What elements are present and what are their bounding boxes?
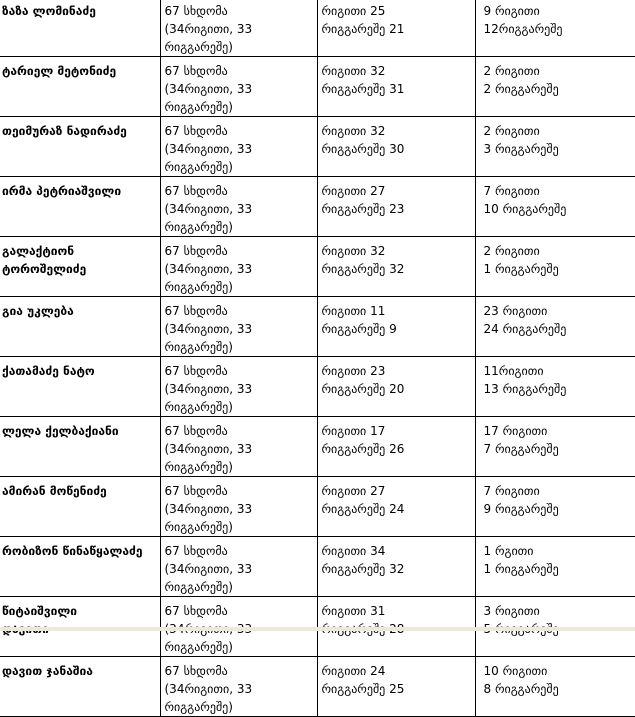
attended-cell: რიგითი 32 რიგგარეშე 31: [317, 57, 475, 117]
bottom-scroll-strip: [0, 627, 635, 631]
table-row: [0, 237, 635, 297]
sessions-cell: 67 სხდომა (34რიგითი, 33 რიგგარეშე): [160, 177, 317, 237]
attended-cell: რიგითი 23 რიგგარეშე 20: [317, 357, 475, 417]
attended-cell: რიგითი 27 რიგგარეშე 23: [317, 177, 475, 237]
member-name-cell: წიტაიშვილი: [0, 597, 160, 657]
member-name-cell: გია უკლება: [0, 297, 160, 357]
attended-cell: რიგითი 31: [317, 597, 475, 657]
member-name-cell: რობიზონ წინაწყალაძე: [0, 537, 160, 597]
sessions-cell: 67 სხდომა (34რიგითი, 33 რიგგარეშე): [160, 417, 317, 477]
attended-cell: რიგითი 11 რიგგარეშე 9: [317, 297, 475, 357]
missed-cell: 7 რიგითი 10 რიგგარეშე: [475, 177, 635, 237]
missed-cell: 7 რიგითი 9 რიგგარეშე: [475, 477, 635, 537]
sessions-cell: 67 სხდომა (34რიგითი, 33 რიგგარეშე): [160, 237, 317, 297]
sessions-cell: 67 სხდომა (34რიგითი, 33 რიგგარეშე): [160, 537, 317, 597]
sessions-cell: 67 სხდომა (34რიგითი, 33 რიგგარეშე): [160, 477, 317, 537]
table-row: [0, 657, 635, 717]
missed-cell: 2 რიგითი 3 რიგგარეშე: [475, 117, 635, 177]
member-name-cell: გალაქტიონ ტოროშელიძე: [0, 237, 160, 297]
sessions-cell: 67 სხდომა (34რიგითი, 33 რიგგარეშე): [160, 657, 317, 717]
sessions-cell: 67 სხდომა (34რიგითი, 33 რიგგარეშე): [160, 117, 317, 177]
missed-cell: 23 რიგითი 24 რიგგარეშე: [475, 297, 635, 357]
sessions-cell: 67 სხდომა (34რიგითი, 33 რიგგარეშე): [160, 57, 317, 117]
table-row: [0, 57, 635, 117]
table-row: [0, 0, 635, 57]
member-name-cell: ამირან მოწენიძე: [0, 477, 160, 537]
member-name-cell: ირმა პეტრიაშვილი: [0, 177, 160, 237]
member-name-cell: ტარიელ მეტონიძე: [0, 57, 160, 117]
attended-cell: რიგითი 32 რიგგარეშე 30: [317, 117, 475, 177]
attended-cell: რიგითი 27 რიგგარეშე 24: [317, 477, 475, 537]
member-name-cell: დავით ჯანაშია: [0, 657, 160, 717]
member-name-cell: თეიმურაზ ნადირაძე: [0, 117, 160, 177]
attended-cell: რიგითი 25 რიგგარეშე 21: [317, 0, 475, 57]
missed-cell: 2 რიგითი 2 რიგგარეშე: [475, 57, 635, 117]
missed-cell: 3 რიგითი: [475, 597, 635, 657]
sessions-cell: 67 სხდომა (34რიგითი, 33 რიგგარეშე): [160, 0, 317, 57]
table-row: [0, 177, 635, 237]
member-name-cell: ლელა ქელბაქიანი: [0, 417, 160, 477]
attended-cell: რიგითი 32 რიგგარეშე 32: [317, 237, 475, 297]
attended-cell: რიგითი 17 რიგგარეშე 26: [317, 417, 475, 477]
attended-cell: რიგითი 34 რიგგარეშე 32: [317, 537, 475, 597]
table-row: [0, 417, 635, 477]
member-name-cell: ზაზა ლომინაძე: [0, 0, 160, 57]
sessions-cell: 67 სხდომა (34რიგითი, 33 რიგგარეშე): [160, 297, 317, 357]
sessions-cell: 67 სხდომა რიგგარეშე): [160, 597, 317, 657]
missed-cell: 2 რიგითი 1 რიგგარეშე: [475, 237, 635, 297]
table-row: [0, 117, 635, 177]
sessions-cell: 67 სხდომა (34რიგითი, 33 რიგგარეშე): [160, 357, 317, 417]
missed-cell: 10 რიგითი 8 რიგგარეშე: [475, 657, 635, 717]
table-row: [0, 537, 635, 597]
table-row: [0, 357, 635, 417]
table-row: [0, 297, 635, 357]
missed-cell: 17 რიგითი 7 რიგგარეშე: [475, 417, 635, 477]
table-row: [0, 477, 635, 537]
missed-cell: 1 რგითი 1 რიგგარეშე: [475, 537, 635, 597]
attended-cell: რიგითი 24 რიგგარეშე 25: [317, 657, 475, 717]
missed-cell: 11რიგითი 13 რიგგარეშე: [475, 357, 635, 417]
member-name-cell: ქათამაძე ნატო: [0, 357, 160, 417]
missed-cell: 9 რიგითი 12რიგგარეშე: [475, 0, 635, 57]
